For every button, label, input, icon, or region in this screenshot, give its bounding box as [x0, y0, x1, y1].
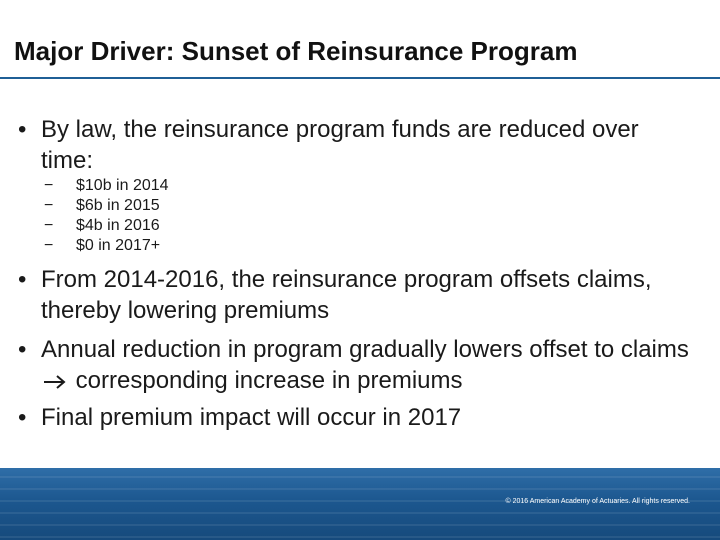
sub-text: $10b in 2014 [76, 177, 169, 194]
sub-text: $6b in 2015 [76, 197, 160, 214]
sub-text: $0 in 2017+ [76, 237, 161, 254]
sub-marker: − [44, 217, 54, 234]
bullet-text-after: corresponding increase in premiums [75, 367, 463, 394]
title-divider [0, 77, 720, 79]
bullet-marker: • [18, 116, 27, 143]
bullet-marker: • [18, 336, 27, 363]
sub-marker: − [44, 237, 54, 254]
slide-title: Major Driver: Sunset of Reinsurance Program [14, 36, 578, 66]
arrow-right-icon [43, 375, 67, 389]
bullet-marker: • [18, 404, 27, 431]
sub-marker: − [44, 197, 54, 214]
bullet-text-before: Annual reduction in program gradually lowers offset to claims [41, 336, 689, 363]
bullet-text [41, 334, 701, 396]
bullet-text: Final premium impact will occur in 2017 [41, 404, 462, 431]
bullet-marker: • [18, 266, 27, 293]
copyright-notice: © 2016 American Academy of Actuaries. All rights reserved. [505, 498, 690, 505]
title-bar [0, 0, 720, 78]
sub-marker: − [44, 177, 54, 194]
sub-text: $4b in 2016 [76, 217, 160, 234]
footer-band [0, 468, 720, 540]
bullet-text: By law, the reinsurance program funds are reduced over time: [41, 116, 639, 174]
bullet-text: From 2014-2016, the reinsurance program offsets claims, thereby lowering premiums [41, 266, 652, 324]
